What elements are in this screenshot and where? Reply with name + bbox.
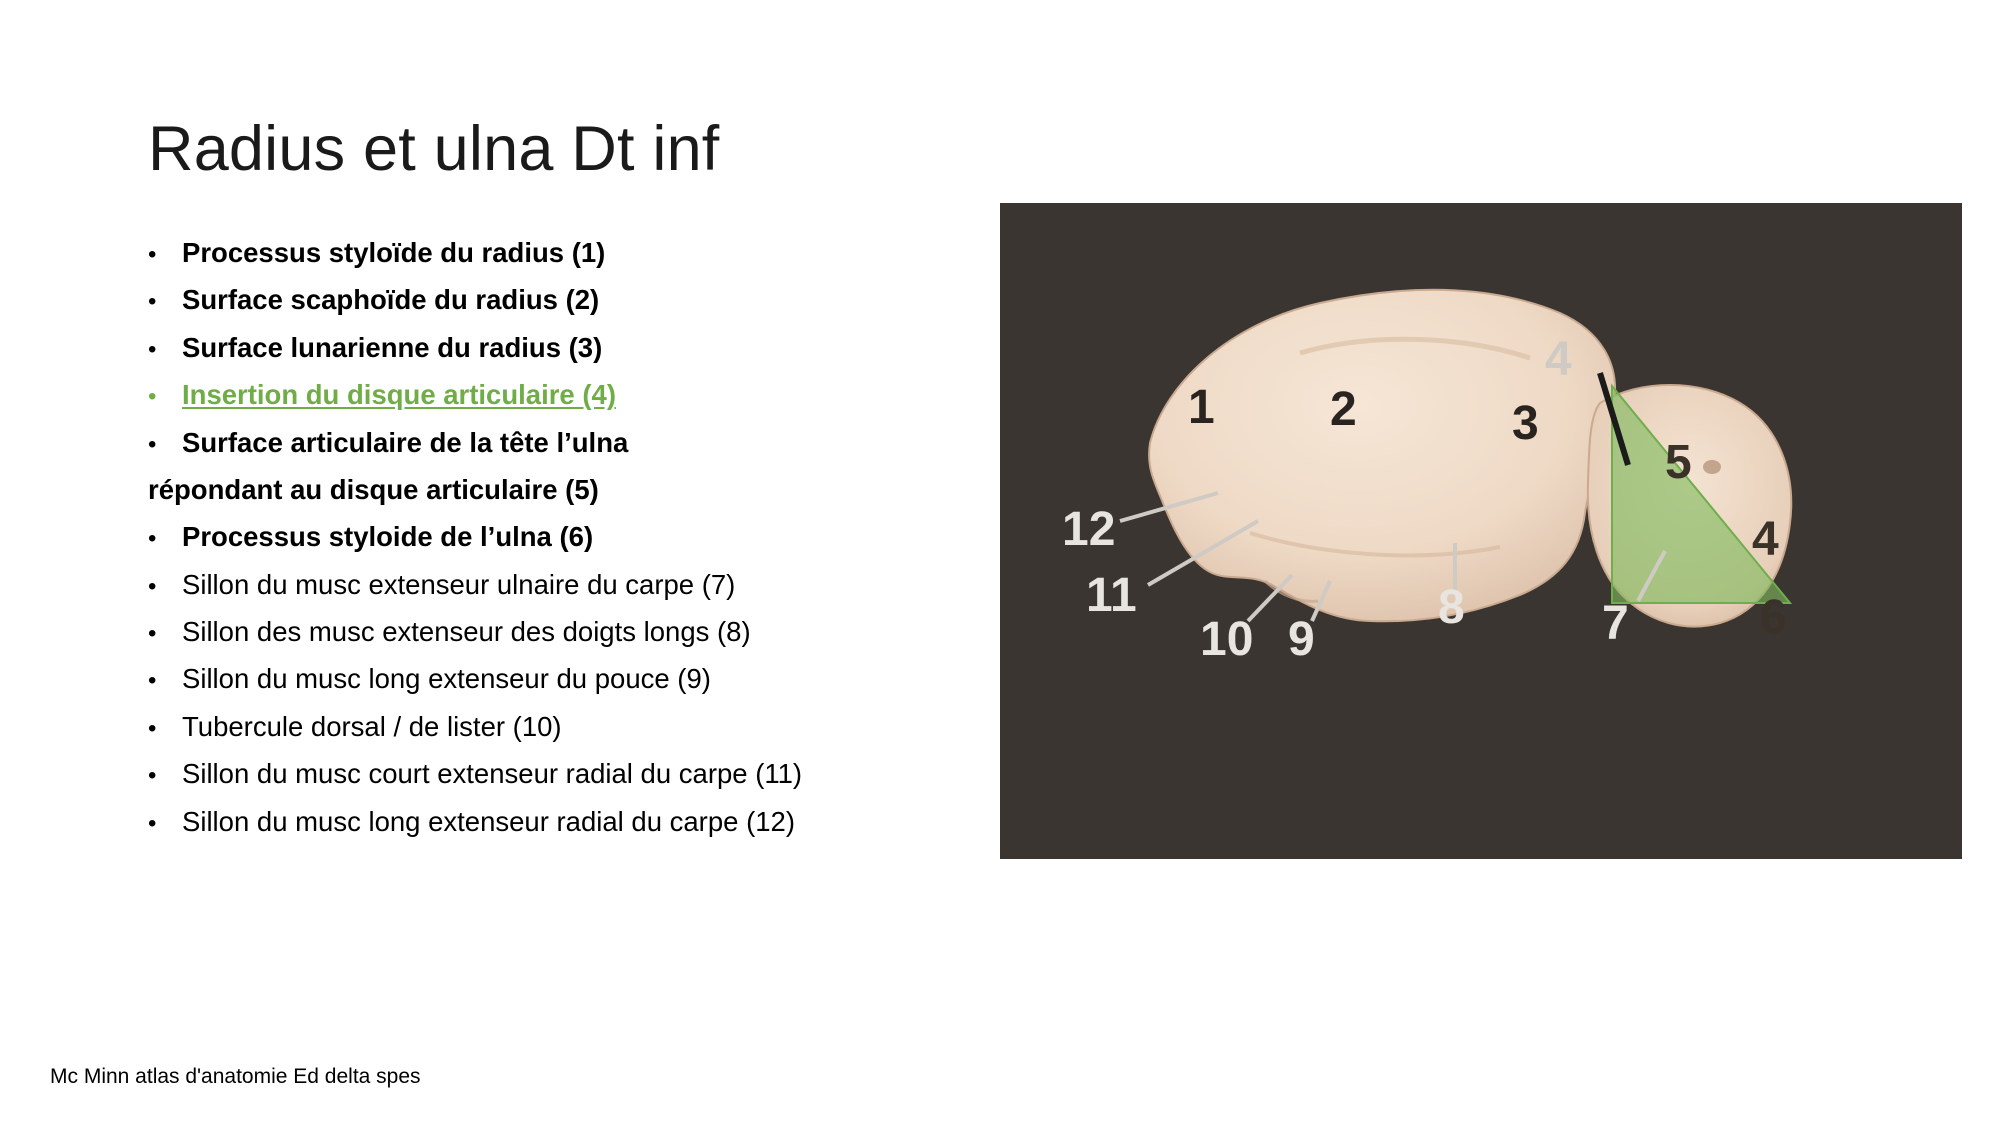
bullet-marker-icon: •	[148, 714, 157, 742]
figure-label-10: 10	[1200, 613, 1254, 666]
list-item-label: Tubercule dorsal / de lister (10)	[182, 710, 562, 742]
bullet-marker-icon: •	[148, 241, 157, 268]
list-item	[148, 283, 978, 317]
list-item	[148, 426, 978, 460]
list-item	[148, 805, 978, 839]
page-title: Radius et ulna Dt inf	[148, 114, 720, 184]
list-item-continuation: répondant au disque articulaire (5)	[148, 473, 599, 505]
figure-label-1: 1	[1188, 381, 1215, 434]
anatomy-illustration	[1000, 203, 1962, 859]
figure-label-5: 5	[1665, 436, 1692, 489]
bullet-marker-icon: •	[148, 620, 157, 647]
bullet-marker-icon: •	[148, 288, 157, 316]
figure-label-7: 7	[1602, 597, 1629, 650]
list-item	[148, 662, 978, 696]
list-item-label: Sillon du musc long extenseur du pouce (9)	[182, 663, 711, 695]
list-item	[148, 710, 978, 744]
list-item-label-link[interactable]: Insertion du disque articulaire (4)	[182, 379, 616, 411]
figure-label-12: 12	[1062, 503, 1116, 556]
list-item-label: Surface lunarienne du radius (3)	[182, 331, 603, 363]
list-item	[148, 568, 978, 602]
figure-label-4-bottom: 4	[1752, 513, 1779, 566]
bullet-marker-icon: •	[148, 572, 157, 600]
bullet-marker-icon: •	[148, 809, 157, 837]
bullet-marker-icon: •	[148, 335, 157, 363]
list-item-label: Sillon du musc long extenseur radial du carpe (12)	[182, 805, 795, 837]
anatomy-photo	[1000, 203, 1962, 859]
bullet-marker-icon: •	[148, 762, 157, 790]
list-item-label: Processus styloïde du radius (1)	[182, 237, 606, 268]
figure-label-8: 8	[1438, 581, 1465, 634]
list-item-label: Surface scaphoïde du radius (2)	[182, 284, 600, 316]
list-item-label: Sillon du musc court extenseur radial du carpe (11)	[182, 758, 803, 790]
bullet-marker-icon: •	[148, 525, 157, 553]
bone-foramen	[1703, 460, 1721, 474]
source-note: Mc Minn atlas d'anatomie Ed delta spes	[50, 1065, 421, 1088]
list-item-label: Sillon des musc extenseur des doigts longs (8)	[182, 616, 751, 647]
list-item	[148, 520, 978, 554]
bullet-list	[148, 236, 978, 852]
list-item	[148, 331, 978, 365]
list-item	[148, 615, 978, 649]
figure-label-9: 9	[1288, 613, 1315, 666]
figure-label-2: 2	[1330, 383, 1357, 436]
bullet-marker-icon: •	[148, 667, 157, 695]
list-item-label: Surface articulaire de la tête l’ulna	[182, 426, 629, 458]
bullet-marker-icon: •	[148, 383, 157, 411]
bullet-marker-icon: •	[148, 430, 157, 458]
list-item	[148, 236, 978, 270]
figure-label-11: 11	[1086, 569, 1137, 622]
figure-label-3: 3	[1512, 397, 1539, 450]
list-item	[148, 757, 978, 791]
figure-label-4-top: 4	[1545, 333, 1572, 386]
list-item-highlighted[interactable]	[148, 378, 978, 412]
list-item-label: Processus styloide de l’ulna (6)	[182, 521, 594, 553]
list-item-label: Sillon du musc extenseur ulnaire du carpe (7)	[182, 568, 736, 600]
figure-label-6: 6	[1760, 591, 1787, 644]
